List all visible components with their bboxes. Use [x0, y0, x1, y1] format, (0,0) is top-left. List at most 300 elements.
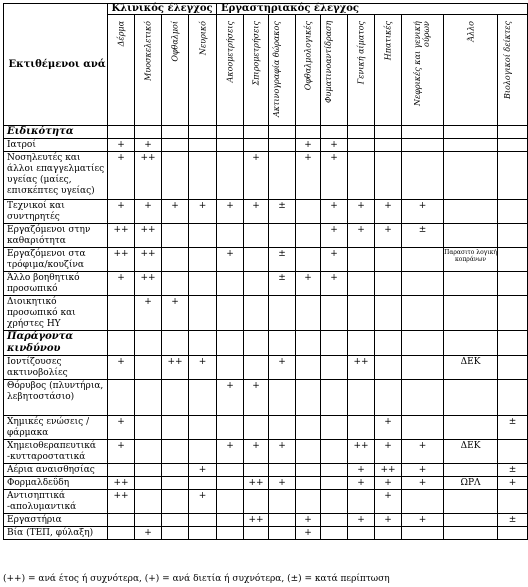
empty-cell	[108, 331, 135, 356]
empty-cell	[244, 331, 269, 356]
table-cell: ++	[108, 477, 135, 490]
table-cell	[375, 296, 402, 331]
empty-cell	[217, 331, 244, 356]
table-row	[4, 248, 528, 272]
table-row	[4, 477, 528, 490]
column-header	[444, 15, 498, 126]
table-cell: ++	[244, 514, 269, 527]
table-cell	[296, 356, 321, 380]
row-label: Χημειοθεραπευτικά -κυτταροστατικά	[4, 440, 108, 464]
column-header-label: Φυματινοαντίδραση	[324, 21, 334, 104]
empty-cell	[348, 331, 375, 356]
table-cell: +	[375, 477, 402, 490]
table-row	[4, 514, 528, 527]
empty-cell	[162, 331, 189, 356]
empty-cell	[444, 126, 498, 139]
table-cell	[135, 440, 162, 464]
column-header-label: Ακοομετρήσεις	[225, 21, 235, 83]
table-cell: +	[348, 224, 375, 248]
table-cell	[244, 139, 269, 152]
column-header-label: Άλλο	[466, 21, 476, 42]
table-cell	[402, 490, 444, 514]
column-header-label: Βιολογικοί δείκτες	[502, 21, 512, 100]
table-cell	[217, 139, 244, 152]
table-cell	[348, 380, 375, 416]
table-cell	[244, 272, 269, 296]
table-cell: +	[108, 152, 135, 200]
row-label: Εργαστήρια	[4, 514, 108, 527]
table-cell	[402, 380, 444, 416]
table-cell	[189, 296, 217, 331]
column-header	[296, 15, 321, 126]
table-cell: +	[189, 464, 217, 477]
column-header	[162, 15, 189, 126]
table-cell: ΩΡΛ	[444, 477, 498, 490]
table-cell	[162, 224, 189, 248]
table-cell	[244, 356, 269, 380]
table-cell	[244, 416, 269, 440]
table-cell	[296, 224, 321, 248]
table-cell	[348, 490, 375, 514]
table-cell	[135, 356, 162, 380]
table-cell: +	[375, 224, 402, 248]
table-cell	[296, 477, 321, 490]
table-cell: +	[296, 272, 321, 296]
table-cell	[321, 514, 348, 527]
table-cell: +	[108, 272, 135, 296]
table-cell: +	[296, 514, 321, 527]
table-cell: +	[217, 248, 244, 272]
column-header-label: Δέρμα	[116, 21, 126, 47]
table-cell	[135, 464, 162, 477]
table-cell: +	[244, 200, 269, 224]
empty-cell	[296, 331, 321, 356]
table-cell: ++	[108, 248, 135, 272]
table-cell: +	[402, 200, 444, 224]
table-cell: +	[189, 200, 217, 224]
table-cell: ±	[402, 224, 444, 248]
table-cell	[444, 200, 498, 224]
table-cell	[498, 224, 528, 248]
table-cell: +	[375, 440, 402, 464]
empty-cell	[375, 126, 402, 139]
table-cell	[269, 416, 296, 440]
table-cell	[244, 527, 269, 540]
table-cell	[269, 139, 296, 152]
table-cell: +	[296, 139, 321, 152]
table-cell: +	[244, 152, 269, 200]
table-cell: ++	[135, 152, 162, 200]
column-header-label: Οφθαλμοί	[170, 21, 180, 62]
table-cell	[217, 272, 244, 296]
table-row	[4, 296, 528, 331]
table-cell	[217, 490, 244, 514]
table-row	[4, 527, 528, 540]
table-cell	[444, 514, 498, 527]
table-cell	[296, 200, 321, 224]
table-cell	[498, 152, 528, 200]
table-cell	[498, 200, 528, 224]
table-cell	[217, 527, 244, 540]
row-label: Τεχνικοί και συντηρητές	[4, 200, 108, 224]
empty-cell	[269, 331, 296, 356]
row-label: Νοσηλευτές και άλλοι επαγγελματίες υγείας (μαίες, επισκέπτες υγείας)	[4, 152, 108, 200]
table-cell	[402, 416, 444, 440]
table-cell	[269, 380, 296, 416]
table-cell: +	[498, 477, 528, 490]
table-cell	[402, 356, 444, 380]
table-row	[4, 224, 528, 248]
table-cell: +	[321, 248, 348, 272]
column-header	[402, 15, 444, 126]
table-cell: ±	[498, 416, 528, 440]
table-cell	[189, 380, 217, 416]
table-cell: +	[135, 527, 162, 540]
table-cell	[348, 248, 375, 272]
table-cell: +	[244, 380, 269, 416]
empty-cell	[498, 126, 528, 139]
table-cell	[217, 416, 244, 440]
table-cell	[162, 490, 189, 514]
table-cell	[108, 380, 135, 416]
table-cell	[375, 356, 402, 380]
corner-header: Εκτιθέμενοι ανά	[4, 4, 108, 126]
table-cell	[498, 356, 528, 380]
table-cell	[189, 272, 217, 296]
column-header	[135, 15, 162, 126]
table-cell	[444, 380, 498, 416]
section-title: Παράγοντα κινδύνου	[4, 331, 108, 356]
table-cell	[135, 416, 162, 440]
table-cell	[244, 296, 269, 331]
row-label: Ιοντίζουσες ακτινοβολίες	[4, 356, 108, 380]
table-cell	[444, 152, 498, 200]
table-cell	[269, 224, 296, 248]
row-label: Εργαζόμενοι στα τρόφιμα/κουζίνα	[4, 248, 108, 272]
table-cell	[498, 527, 528, 540]
table-cell: +	[321, 152, 348, 200]
table-cell: +	[189, 356, 217, 380]
empty-cell	[189, 126, 217, 139]
table-cell	[321, 440, 348, 464]
table-cell	[162, 272, 189, 296]
row-label: Αέρια αναισθησίας	[4, 464, 108, 477]
row-label: Διοικητικό προσωπικό και χρήστες ΗΥ	[4, 296, 108, 331]
table-cell	[217, 477, 244, 490]
table-cell	[108, 527, 135, 540]
table-cell	[321, 296, 348, 331]
table-cell	[269, 490, 296, 514]
column-header-label: Μυοσκελετικό	[143, 21, 153, 81]
table-cell	[321, 527, 348, 540]
table-cell	[135, 490, 162, 514]
table-cell: +	[402, 477, 444, 490]
table-cell: +	[296, 152, 321, 200]
table-cell	[135, 477, 162, 490]
table-cell: ++	[135, 224, 162, 248]
table-cell: ΔΕΚ	[444, 356, 498, 380]
column-header	[244, 15, 269, 126]
empty-cell	[162, 126, 189, 139]
empty-cell	[135, 126, 162, 139]
table-cell	[348, 527, 375, 540]
table-cell	[348, 152, 375, 200]
table-cell: +	[217, 380, 244, 416]
table-cell	[189, 248, 217, 272]
table-cell	[269, 514, 296, 527]
table-cell	[444, 296, 498, 331]
table-cell	[321, 490, 348, 514]
table-cell	[402, 152, 444, 200]
table-cell	[269, 152, 296, 200]
table-cell	[162, 514, 189, 527]
empty-cell	[217, 126, 244, 139]
table-cell	[269, 296, 296, 331]
table-cell	[135, 514, 162, 527]
table-cell: +	[402, 440, 444, 464]
table-cell	[269, 464, 296, 477]
table-cell: +	[375, 490, 402, 514]
table-cell	[402, 272, 444, 296]
row-label: Ιατροί	[4, 139, 108, 152]
table-cell: +	[108, 440, 135, 464]
column-header-label: Σπιρομετρήσεις	[251, 21, 261, 86]
column-header	[348, 15, 375, 126]
table-cell: +	[348, 514, 375, 527]
table-cell	[444, 464, 498, 477]
table-row	[4, 152, 528, 200]
column-header-label: Νεφρικές και γενική ούρων	[412, 21, 431, 106]
table-cell: ++	[135, 272, 162, 296]
column-header	[217, 15, 244, 126]
column-header	[321, 15, 348, 126]
table-cell	[321, 477, 348, 490]
table-cell	[189, 477, 217, 490]
table-cell	[321, 356, 348, 380]
empty-cell	[135, 331, 162, 356]
table-cell	[348, 272, 375, 296]
group-header-clinical: Κλινικός έλεγχος	[108, 4, 217, 15]
column-header-label: Νευρικό	[198, 21, 208, 56]
table-row	[4, 139, 528, 152]
table-cell	[498, 139, 528, 152]
table-row	[4, 490, 528, 514]
table-cell: +	[321, 224, 348, 248]
row-label: Φορμαλδεΰδη	[4, 477, 108, 490]
table-cell: +	[189, 490, 217, 514]
table-cell: ±	[498, 514, 528, 527]
section-row	[4, 126, 528, 139]
table-cell: +	[348, 200, 375, 224]
empty-cell	[189, 331, 217, 356]
table-cell	[498, 248, 528, 272]
table-cell	[375, 380, 402, 416]
table-cell	[162, 380, 189, 416]
table-cell	[444, 139, 498, 152]
table-cell: ±	[498, 464, 528, 477]
table-cell	[108, 464, 135, 477]
row-label: Αντισηπτικά -απολυμαντικά	[4, 490, 108, 514]
table-cell: ++	[108, 490, 135, 514]
table-cell	[269, 527, 296, 540]
column-header-label: Ηπατικές	[383, 21, 393, 61]
table-cell: +	[108, 356, 135, 380]
table-cell: +	[375, 514, 402, 527]
table-cell	[162, 464, 189, 477]
table-cell: ++	[135, 248, 162, 272]
table-cell	[217, 224, 244, 248]
table-cell: ±	[269, 200, 296, 224]
column-header	[269, 15, 296, 126]
table-cell	[296, 440, 321, 464]
table-cell	[348, 416, 375, 440]
table-row	[4, 380, 528, 416]
table-cell	[217, 464, 244, 477]
table-cell	[375, 527, 402, 540]
table-cell: +	[402, 464, 444, 477]
table-cell	[135, 380, 162, 416]
table-cell: +	[244, 440, 269, 464]
table-cell: +	[108, 200, 135, 224]
row-label: Εργαζόμενοι στην καθαριότητα	[4, 224, 108, 248]
empty-cell	[402, 331, 444, 356]
table-cell	[375, 152, 402, 200]
table-cell	[498, 440, 528, 464]
table-cell: ±	[269, 272, 296, 296]
table-cell	[162, 416, 189, 440]
table-cell	[296, 416, 321, 440]
table-cell	[162, 477, 189, 490]
table-cell	[244, 490, 269, 514]
table-cell	[189, 416, 217, 440]
table-cell: ±	[269, 248, 296, 272]
empty-cell	[244, 126, 269, 139]
table-cell	[444, 224, 498, 248]
table-cell	[375, 139, 402, 152]
table-cell: +	[348, 464, 375, 477]
table-cell	[296, 296, 321, 331]
table-cell	[189, 440, 217, 464]
table-cell: +	[321, 200, 348, 224]
table-cell: ++	[108, 224, 135, 248]
table-cell	[189, 514, 217, 527]
table-cell: ΔΕΚ	[444, 440, 498, 464]
table-cell	[162, 248, 189, 272]
table-cell: +	[321, 139, 348, 152]
empty-cell	[321, 126, 348, 139]
table-cell	[108, 296, 135, 331]
column-header	[375, 15, 402, 126]
table-cell	[162, 139, 189, 152]
table-cell	[498, 490, 528, 514]
empty-cell	[321, 331, 348, 356]
table-cell	[375, 248, 402, 272]
table-cell	[296, 248, 321, 272]
table-cell	[444, 272, 498, 296]
table-cell: +	[269, 356, 296, 380]
table-cell	[217, 514, 244, 527]
empty-cell	[269, 126, 296, 139]
table-cell	[444, 416, 498, 440]
table-cell	[375, 272, 402, 296]
section-row	[4, 331, 528, 356]
table-row	[4, 200, 528, 224]
empty-cell	[498, 331, 528, 356]
table-cell: +	[135, 139, 162, 152]
empty-cell	[375, 331, 402, 356]
table-cell: +	[375, 416, 402, 440]
column-header-label: Οφθαλμολογικές	[303, 21, 313, 91]
row-label: Θόρυβος (πλυντήρια, λεβητοστάσιο)	[4, 380, 108, 416]
table-cell	[108, 514, 135, 527]
column-header-label: Ακτινογραφία θώρακος	[272, 21, 282, 117]
empty-cell	[348, 126, 375, 139]
table-cell	[162, 527, 189, 540]
empty-cell	[402, 126, 444, 139]
table-row	[4, 440, 528, 464]
empty-cell	[296, 126, 321, 139]
legend-note: (++) = ανά έτος ή συχνότερα, (+) = ανά διετία ή συχνότερα, (±) = κατά περίπτωση	[3, 574, 390, 584]
table-cell: +	[162, 296, 189, 331]
table-cell	[444, 527, 498, 540]
table-cell	[321, 416, 348, 440]
table-cell: +	[108, 416, 135, 440]
table-cell: +	[296, 527, 321, 540]
row-label: Άλλο βοηθητικό προσωπικό	[4, 272, 108, 296]
table-cell	[321, 464, 348, 477]
table-cell: ++	[375, 464, 402, 477]
table-cell	[444, 490, 498, 514]
table-cell	[217, 152, 244, 200]
table-cell	[189, 152, 217, 200]
table-cell: +	[217, 440, 244, 464]
table-cell	[244, 464, 269, 477]
table-cell	[189, 527, 217, 540]
table-cell	[217, 296, 244, 331]
table-cell	[498, 296, 528, 331]
column-header-label: Γενική αίματος	[356, 21, 366, 85]
table-cell: +	[135, 296, 162, 331]
table-cell	[498, 272, 528, 296]
table-row	[4, 464, 528, 477]
row-label: Χημικές ενώσεις / φάρμακα	[4, 416, 108, 440]
table-cell: ++	[162, 356, 189, 380]
table-row	[4, 416, 528, 440]
table-cell	[217, 356, 244, 380]
table-cell	[296, 490, 321, 514]
table-cell: ++	[348, 356, 375, 380]
table-row	[4, 272, 528, 296]
table-cell	[348, 139, 375, 152]
table-cell: +	[321, 272, 348, 296]
empty-cell	[108, 126, 135, 139]
table-cell	[189, 139, 217, 152]
table-cell	[244, 248, 269, 272]
table-cell	[348, 296, 375, 331]
table-cell	[498, 380, 528, 416]
table-cell: +	[162, 200, 189, 224]
table-cell	[402, 296, 444, 331]
table-cell	[162, 152, 189, 200]
table-cell: +	[269, 440, 296, 464]
empty-cell	[444, 331, 498, 356]
table-cell	[244, 224, 269, 248]
table-cell: ++	[348, 440, 375, 464]
table-cell	[402, 527, 444, 540]
table-cell: ++	[244, 477, 269, 490]
table-cell	[162, 440, 189, 464]
column-header	[498, 15, 528, 126]
